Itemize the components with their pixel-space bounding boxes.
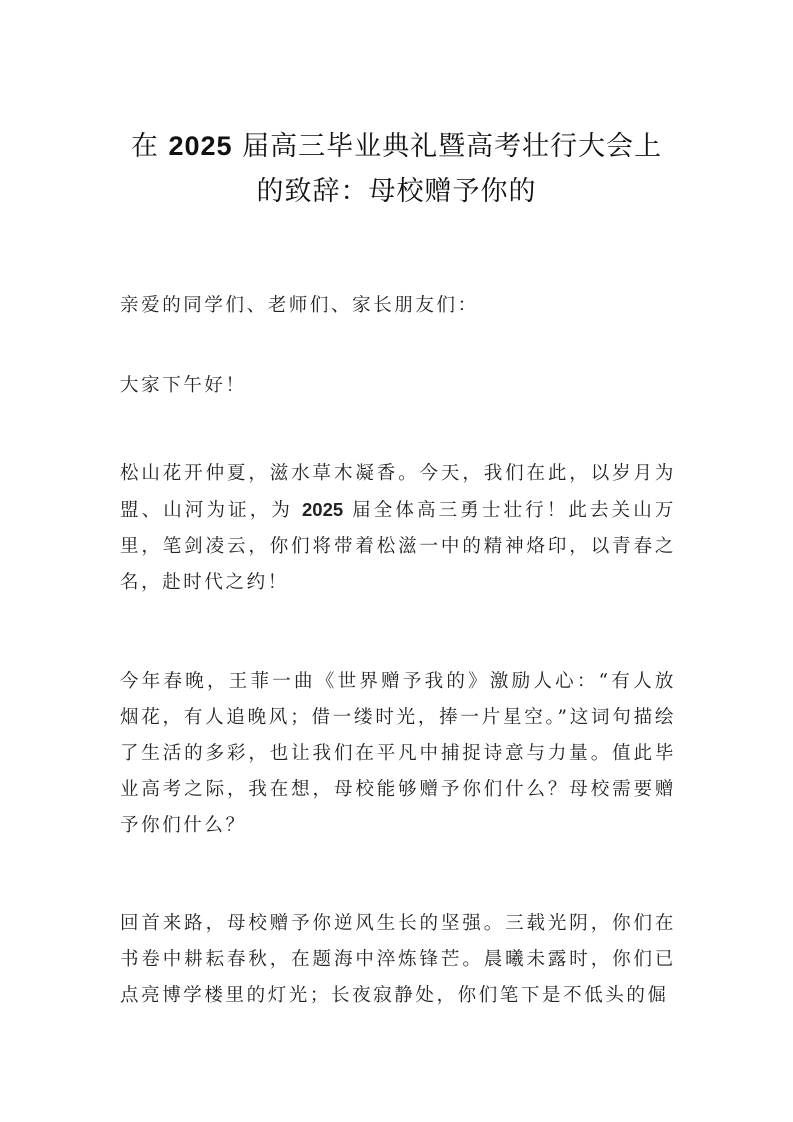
paragraph-opening	[120, 456, 676, 601]
paragraph-looking-back: 回首来路，母校赠予你逆风生长的坚强。三载光阴，你们在书卷中耕耘春秋，在题海中淬炼锋芒。晨曦未露时，你们已点亮博学楼里的灯光；长夜寂静处，你们笔下是不低头的倔	[120, 913, 676, 1006]
text-segment: 届全体高三勇士壮行！此去关山万里，笔剑凌云，你们将带着松滋一中的精神烙印，以青春之名，赴时代之约！	[120, 500, 676, 593]
greeting: 大家下午好！	[120, 375, 247, 396]
title-year: 2025	[168, 131, 233, 161]
paragraph-song: 今年春晚，王菲一曲《世界赠予我的》激励人心：“有人放烟花，有人追晚风；借一缕时光，捧一片星空。”这词句描绘了生活的多彩，也让我们在平凡中捕捉诗意与力量。值此毕业高考之际，我在想，母校能够赠予你们什么？母校需要赠予你们什么？	[120, 671, 676, 836]
document-title-line-2: 的致辞：母校赠予你的	[256, 176, 537, 207]
title-prefix: 在	[130, 131, 169, 162]
title-suffix: 届高三毕业典礼暨高考壮行大会上	[232, 131, 663, 162]
salutation: 亲爱的同学们、老师们、家长朋友们：	[120, 295, 479, 316]
year-number: 2025	[302, 499, 344, 520]
text-segment: 松山花开仲夏，滋水草木凝香。今天，我们在此，以岁月为盟、山河为证，为	[120, 463, 676, 521]
